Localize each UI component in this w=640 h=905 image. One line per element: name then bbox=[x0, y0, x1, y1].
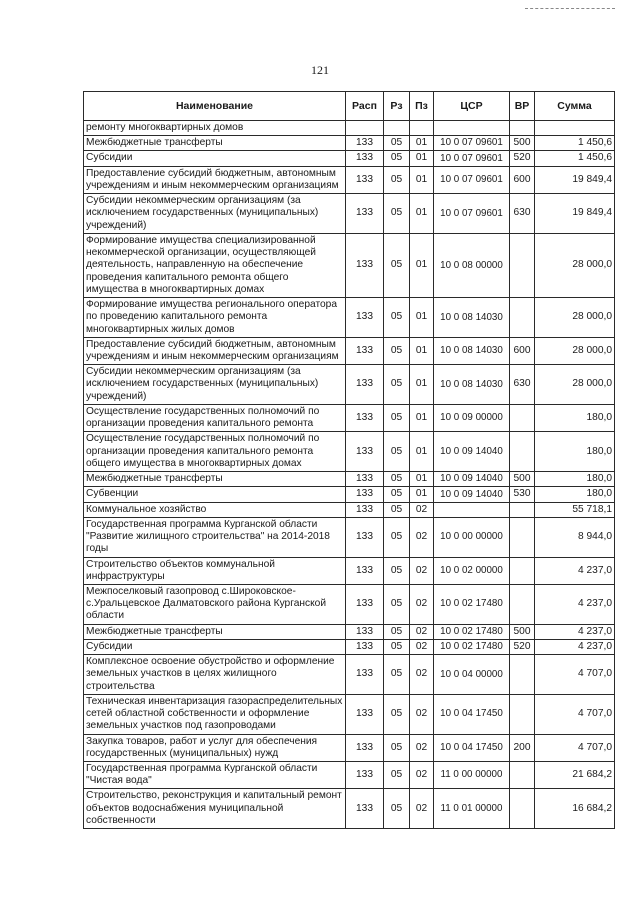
table-header-row bbox=[84, 92, 615, 121]
table-row bbox=[84, 584, 615, 624]
cell-rasp: 133 bbox=[346, 734, 384, 761]
cell-sum: 4 237,0 bbox=[535, 584, 615, 624]
cell-vr: 530 bbox=[510, 487, 535, 502]
cell-csr: 10 0 02 17480 bbox=[434, 584, 510, 624]
cell-rasp: 133 bbox=[346, 502, 384, 517]
cell-vr bbox=[510, 404, 535, 431]
cell-pz: 01 bbox=[410, 337, 434, 364]
cell-rasp: 133 bbox=[346, 166, 384, 193]
cell-csr: 10 0 07 09601 bbox=[434, 194, 510, 234]
cell-rasp: 133 bbox=[346, 624, 384, 639]
cell-rasp: 133 bbox=[346, 298, 384, 338]
cell-sum: 28 000,0 bbox=[535, 233, 615, 297]
cell-rz: 05 bbox=[384, 298, 410, 338]
table-row bbox=[84, 136, 615, 151]
table-row bbox=[84, 472, 615, 487]
cell-rasp: 133 bbox=[346, 404, 384, 431]
cell-pz: 02 bbox=[410, 639, 434, 654]
cell-csr: 10 0 02 00000 bbox=[434, 557, 510, 584]
cell-name: Государственная программа Курганской области "Чистая вода" bbox=[84, 762, 346, 789]
cell-rz: 05 bbox=[384, 194, 410, 234]
cell-name: Осуществление государственных полномочий по организации проведения капитального ремонта bbox=[84, 404, 346, 431]
cell-pz: 01 bbox=[410, 194, 434, 234]
cell-name: Субсидии bbox=[84, 151, 346, 166]
cell-csr: 10 0 07 09601 bbox=[434, 151, 510, 166]
cell-csr: 10 0 02 17480 bbox=[434, 639, 510, 654]
cell-sum: 4 707,0 bbox=[535, 655, 615, 695]
cell-csr: 10 0 07 09601 bbox=[434, 166, 510, 193]
cell-pz: 01 bbox=[410, 233, 434, 297]
table-row bbox=[84, 639, 615, 654]
cell-rasp: 133 bbox=[346, 136, 384, 151]
cell-name: Строительство объектов коммунальной инфраструктуры bbox=[84, 557, 346, 584]
cell-pz: 01 bbox=[410, 166, 434, 193]
cell-sum: 4 237,0 bbox=[535, 624, 615, 639]
cell-pz: 02 bbox=[410, 655, 434, 695]
cell-name: Межбюджетные трансферты bbox=[84, 472, 346, 487]
cell-rasp: 133 bbox=[346, 151, 384, 166]
cell-vr bbox=[510, 121, 535, 136]
cell-csr: 10 0 04 17450 bbox=[434, 694, 510, 734]
cell-rz: 05 bbox=[384, 655, 410, 695]
cell-rz: 05 bbox=[384, 789, 410, 829]
cell-pz: 01 bbox=[410, 365, 434, 405]
cell-name: Государственная программа Курганской области "Развитие жилищного строительства" на 2014-2018 годы bbox=[84, 517, 346, 557]
table-body bbox=[84, 121, 615, 829]
cell-rasp: 133 bbox=[346, 487, 384, 502]
table-row bbox=[84, 337, 615, 364]
cell-rasp: 133 bbox=[346, 655, 384, 695]
cell-sum: 16 684,2 bbox=[535, 789, 615, 829]
cell-vr: 520 bbox=[510, 639, 535, 654]
cell-sum: 180,0 bbox=[535, 487, 615, 502]
cell-csr bbox=[434, 121, 510, 136]
cell-pz: 02 bbox=[410, 624, 434, 639]
table-row bbox=[84, 151, 615, 166]
cell-vr bbox=[510, 762, 535, 789]
cell-vr: 500 bbox=[510, 472, 535, 487]
table-row bbox=[84, 233, 615, 297]
cell-rz: 05 bbox=[384, 472, 410, 487]
cell-name: Субвенции bbox=[84, 487, 346, 502]
table-row bbox=[84, 166, 615, 193]
cell-vr: 200 bbox=[510, 734, 535, 761]
cell-rz: 05 bbox=[384, 487, 410, 502]
cell-rz: 05 bbox=[384, 734, 410, 761]
cell-csr: 10 0 09 14040 bbox=[434, 432, 510, 472]
cell-rasp: 133 bbox=[346, 194, 384, 234]
table-row bbox=[84, 557, 615, 584]
table-row bbox=[84, 762, 615, 789]
header-csr: ЦСР bbox=[434, 92, 510, 121]
cell-csr: 10 0 08 14030 bbox=[434, 337, 510, 364]
cell-rz: 05 bbox=[384, 762, 410, 789]
cell-name: Формирование имущества специализированной некоммерческой организации, осуществляющей деятельность, направленную на обеспечение проведения капитального ремонта общего имущества в многоквартирных домах bbox=[84, 233, 346, 297]
cell-pz: 02 bbox=[410, 517, 434, 557]
cell-sum: 28 000,0 bbox=[535, 365, 615, 405]
cell-csr: 11 0 01 00000 bbox=[434, 789, 510, 829]
cell-sum: 21 684,2 bbox=[535, 762, 615, 789]
cell-name: ремонту многоквартирных домов bbox=[84, 121, 346, 136]
table-row bbox=[84, 624, 615, 639]
budget-table bbox=[83, 91, 615, 829]
cell-rasp: 133 bbox=[346, 517, 384, 557]
cell-vr: 500 bbox=[510, 624, 535, 639]
top-corner-rule bbox=[525, 8, 615, 9]
table-row bbox=[84, 404, 615, 431]
cell-pz: 02 bbox=[410, 694, 434, 734]
cell-rz: 05 bbox=[384, 432, 410, 472]
cell-rasp: 133 bbox=[346, 789, 384, 829]
cell-sum: 180,0 bbox=[535, 432, 615, 472]
cell-sum: 19 849,4 bbox=[535, 166, 615, 193]
cell-vr bbox=[510, 789, 535, 829]
cell-csr bbox=[434, 502, 510, 517]
table-row bbox=[84, 655, 615, 695]
cell-name: Строительство, реконструкция и капитальный ремонт объектов водоснабжения муниципальной собственности bbox=[84, 789, 346, 829]
cell-pz: 02 bbox=[410, 502, 434, 517]
cell-csr: 10 0 08 14030 bbox=[434, 365, 510, 405]
cell-name: Предоставление субсидий бюджетным, автономным учреждениям и иным некоммерческим организациям bbox=[84, 337, 346, 364]
table-row bbox=[84, 734, 615, 761]
table-row bbox=[84, 487, 615, 502]
cell-rz: 05 bbox=[384, 337, 410, 364]
cell-csr: 11 0 00 00000 bbox=[434, 762, 510, 789]
cell-rasp: 133 bbox=[346, 694, 384, 734]
cell-rasp: 133 bbox=[346, 557, 384, 584]
cell-rasp bbox=[346, 121, 384, 136]
cell-vr: 500 bbox=[510, 136, 535, 151]
table-row bbox=[84, 298, 615, 338]
cell-pz: 02 bbox=[410, 557, 434, 584]
cell-pz: 02 bbox=[410, 734, 434, 761]
cell-csr: 10 0 09 14040 bbox=[434, 487, 510, 502]
table-row bbox=[84, 517, 615, 557]
cell-name: Межбюджетные трансферты bbox=[84, 136, 346, 151]
cell-name: Предоставление субсидий бюджетным, автономным учреждениям и иным некоммерческим организациям bbox=[84, 166, 346, 193]
header-sum: Сумма bbox=[535, 92, 615, 121]
cell-pz: 01 bbox=[410, 404, 434, 431]
cell-name: Субсидии bbox=[84, 639, 346, 654]
cell-pz: 01 bbox=[410, 151, 434, 166]
table-row bbox=[84, 502, 615, 517]
cell-rz bbox=[384, 121, 410, 136]
table-row bbox=[84, 694, 615, 734]
cell-rz: 05 bbox=[384, 584, 410, 624]
cell-name: Межпоселковый газопровод с.Широковское-с.Уральцевское Далматовского района Курганской области bbox=[84, 584, 346, 624]
cell-vr bbox=[510, 233, 535, 297]
cell-pz: 01 bbox=[410, 487, 434, 502]
cell-vr: 520 bbox=[510, 151, 535, 166]
cell-sum: 55 718,1 bbox=[535, 502, 615, 517]
cell-rz: 05 bbox=[384, 557, 410, 584]
cell-csr: 10 0 09 00000 bbox=[434, 404, 510, 431]
cell-rz: 05 bbox=[384, 136, 410, 151]
cell-name: Техническая инвентаризация газораспределительных сетей областной собственности и оформление земельных участков под газопроводами bbox=[84, 694, 346, 734]
cell-rz: 05 bbox=[384, 639, 410, 654]
cell-vr bbox=[510, 298, 535, 338]
cell-pz: 01 bbox=[410, 136, 434, 151]
cell-vr: 630 bbox=[510, 194, 535, 234]
cell-vr bbox=[510, 557, 535, 584]
cell-rz: 05 bbox=[384, 404, 410, 431]
cell-csr: 10 0 00 00000 bbox=[434, 517, 510, 557]
cell-sum: 4 707,0 bbox=[535, 734, 615, 761]
cell-rz: 05 bbox=[384, 365, 410, 405]
cell-csr: 10 0 02 17480 bbox=[434, 624, 510, 639]
cell-sum: 8 944,0 bbox=[535, 517, 615, 557]
cell-pz: 01 bbox=[410, 298, 434, 338]
cell-vr bbox=[510, 694, 535, 734]
cell-rz: 05 bbox=[384, 502, 410, 517]
cell-pz: 01 bbox=[410, 432, 434, 472]
cell-sum bbox=[535, 121, 615, 136]
header-name: Наименование bbox=[84, 92, 346, 121]
cell-sum: 1 450,6 bbox=[535, 136, 615, 151]
cell-vr bbox=[510, 502, 535, 517]
cell-name: Субсидии некоммерческим организациям (за исключением государственных (муниципальных) учреждений) bbox=[84, 194, 346, 234]
cell-sum: 28 000,0 bbox=[535, 298, 615, 338]
cell-csr: 10 0 08 00000 bbox=[434, 233, 510, 297]
cell-sum: 19 849,4 bbox=[535, 194, 615, 234]
cell-sum: 4 707,0 bbox=[535, 694, 615, 734]
cell-csr: 10 0 04 17450 bbox=[434, 734, 510, 761]
cell-sum: 1 450,6 bbox=[535, 151, 615, 166]
cell-pz: 02 bbox=[410, 789, 434, 829]
table-row bbox=[84, 432, 615, 472]
cell-pz: 01 bbox=[410, 472, 434, 487]
cell-rasp: 133 bbox=[346, 472, 384, 487]
page-number: 121 bbox=[311, 63, 329, 77]
cell-pz: 02 bbox=[410, 762, 434, 789]
cell-name: Коммунальное хозяйство bbox=[84, 502, 346, 517]
cell-sum: 180,0 bbox=[535, 472, 615, 487]
cell-pz bbox=[410, 121, 434, 136]
cell-pz: 02 bbox=[410, 584, 434, 624]
cell-sum: 180,0 bbox=[535, 404, 615, 431]
cell-rz: 05 bbox=[384, 233, 410, 297]
cell-name: Субсидии некоммерческим организациям (за исключением государственных (муниципальных) учреждений) bbox=[84, 365, 346, 405]
cell-vr: 600 bbox=[510, 166, 535, 193]
cell-rz: 05 bbox=[384, 166, 410, 193]
cell-vr bbox=[510, 432, 535, 472]
cell-name: Комплексное освоение обустройство и оформление земельных участков в целях жилищного строительства bbox=[84, 655, 346, 695]
cell-csr: 10 0 07 09601 bbox=[434, 136, 510, 151]
header-pz: Пз bbox=[410, 92, 434, 121]
table-row bbox=[84, 365, 615, 405]
cell-rasp: 133 bbox=[346, 584, 384, 624]
table-row bbox=[84, 789, 615, 829]
cell-rasp: 133 bbox=[346, 365, 384, 405]
cell-sum: 4 237,0 bbox=[535, 557, 615, 584]
header-rz: Рз bbox=[384, 92, 410, 121]
cell-vr bbox=[510, 517, 535, 557]
cell-rz: 05 bbox=[384, 151, 410, 166]
cell-rasp: 133 bbox=[346, 233, 384, 297]
cell-rasp: 133 bbox=[346, 762, 384, 789]
header-rasp: Расп bbox=[346, 92, 384, 121]
cell-csr: 10 0 04 00000 bbox=[434, 655, 510, 695]
cell-vr bbox=[510, 655, 535, 695]
cell-vr: 630 bbox=[510, 365, 535, 405]
cell-sum: 4 237,0 bbox=[535, 639, 615, 654]
cell-vr: 600 bbox=[510, 337, 535, 364]
cell-sum: 28 000,0 bbox=[535, 337, 615, 364]
table-row bbox=[84, 194, 615, 234]
cell-name: Формирование имущества регионального оператора по проведению капитального ремонта многоквартирных жилых домов bbox=[84, 298, 346, 338]
table-row bbox=[84, 121, 615, 136]
cell-csr: 10 0 08 14030 bbox=[434, 298, 510, 338]
cell-name: Межбюджетные трансферты bbox=[84, 624, 346, 639]
cell-csr: 10 0 09 14040 bbox=[434, 472, 510, 487]
cell-rasp: 133 bbox=[346, 432, 384, 472]
cell-rz: 05 bbox=[384, 624, 410, 639]
cell-vr bbox=[510, 584, 535, 624]
cell-rasp: 133 bbox=[346, 337, 384, 364]
header-vr: ВР bbox=[510, 92, 535, 121]
cell-name: Закупка товаров, работ и услуг для обеспечения государственных (муниципальных) нужд bbox=[84, 734, 346, 761]
cell-rz: 05 bbox=[384, 517, 410, 557]
cell-name: Осуществление государственных полномочий по организации проведения капитального ремонта общего имущества в многоквартирных домах bbox=[84, 432, 346, 472]
cell-rasp: 133 bbox=[346, 639, 384, 654]
cell-rz: 05 bbox=[384, 694, 410, 734]
